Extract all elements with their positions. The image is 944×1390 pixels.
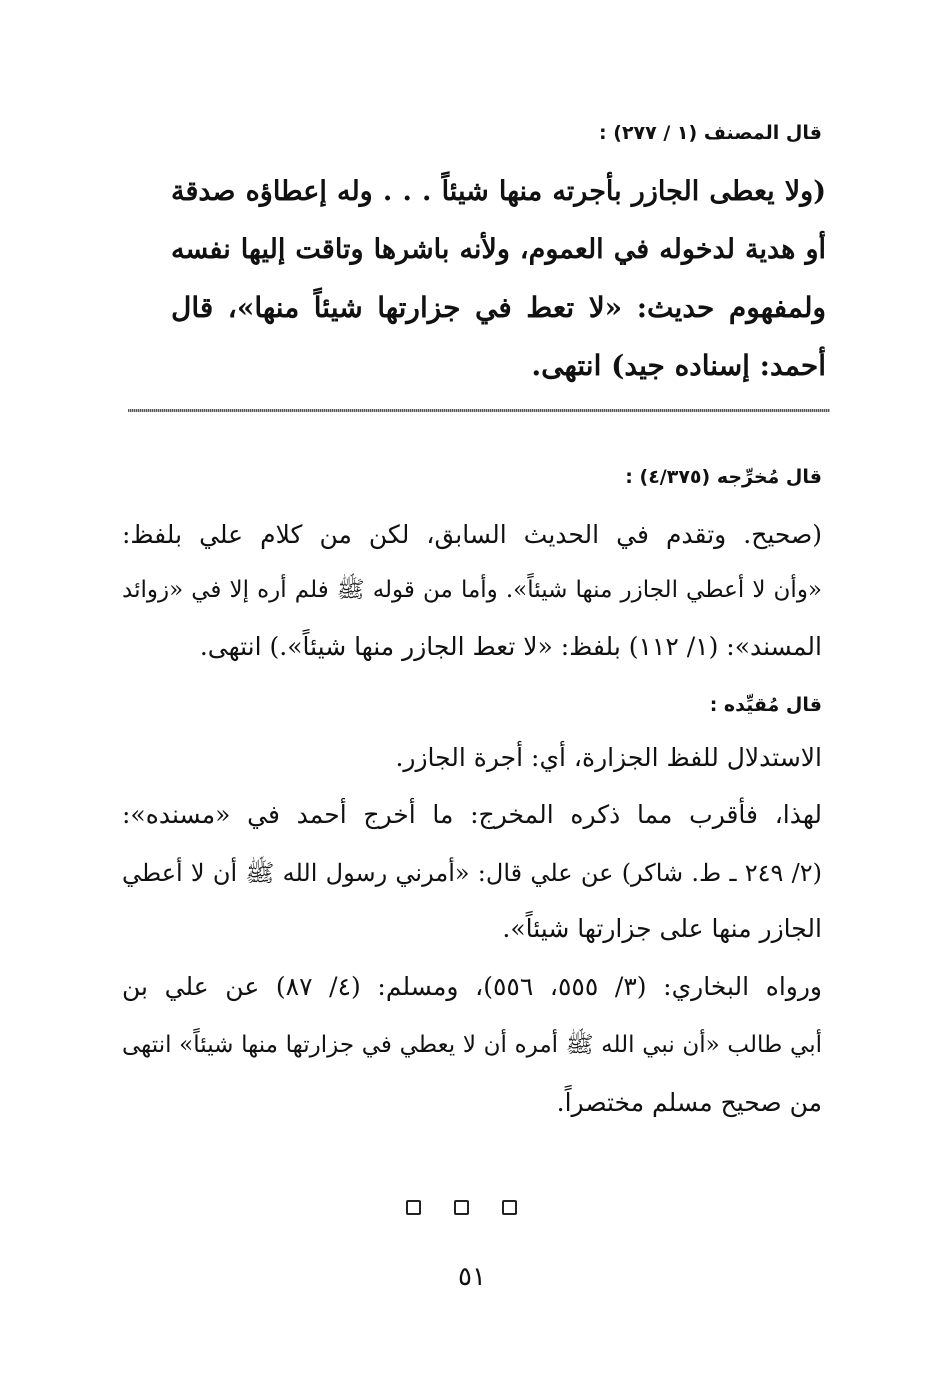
quote-line-4: أحمد: إسناده جيد) انتهى. <box>531 349 826 382</box>
section-end-markers <box>406 1200 526 1220</box>
takhrij-line-1: (صحيح. وتقدم في الحديث السابق، لكن من كلام علي بلفظ: <box>122 520 822 549</box>
note-line-5: ورواه البخاري: (٣/ ٥٥٥، ٥٥٦)، ومسلم: (٤/ ٨٧) عن علي بن <box>122 972 823 1001</box>
note-line-7: من صحيح مسلم مختصراً. <box>556 1088 822 1117</box>
quote-line-3: ولمفهوم حديث: «لا تعط في جزارتها شيئاً منها»، قال <box>171 291 826 324</box>
section2-header: قال مُخرِّجه (٤/٣٧٥) : <box>625 466 822 488</box>
section3-header: قال مُقيِّده : <box>709 694 822 716</box>
note-line-4: الجازر منها على جزارتها شيئاً». <box>502 914 822 943</box>
takhrij-line-3: المسند»: (١/ ١١٢) بلفظ: «لا تعط الجازر منها شيئاً».) انتهى. <box>199 632 822 661</box>
square-marker <box>454 1200 469 1215</box>
note-line-6: أبي طالب «أن نبي الله ﷺ أمره أن لا يعطي في جزارتها منها شيئاً» انتهى <box>122 1032 822 1058</box>
square-marker <box>502 1200 517 1215</box>
page-number: ٥١ <box>458 1262 486 1292</box>
note-line-2: لهذا، فأقرب مما ذكره المخرج: ما أخرج أحمد في «مسنده»: <box>122 800 822 829</box>
quote-line-2: أو هدية لدخوله في العموم، ولأنه باشرها وتاقت إليها نفسه <box>171 234 826 265</box>
note-line-1: الاستدلال للفظ الجزارة، أي: أجرة الجازر. <box>395 743 822 772</box>
note-line-3: (٢/ ٢٤٩ ـ ط. شاكر) عن علي قال: «أمرني رسول الله ﷺ أن لا أعطي <box>122 859 822 887</box>
square-marker <box>406 1200 421 1215</box>
takhrij-line-2: «وأن لا أعطي الجازر منها شيئاً». وأما من قوله ﷺ فلم أره إلا في «زوائد <box>122 577 822 603</box>
section-divider <box>128 409 830 412</box>
quote-line-1: (ولا يعطى الجازر بأجرته منها شيئاً . . . وله إعطاؤه صدقة <box>171 176 826 207</box>
section1-header: قال المصنف (١ / ٢٧٧) : <box>599 122 822 144</box>
